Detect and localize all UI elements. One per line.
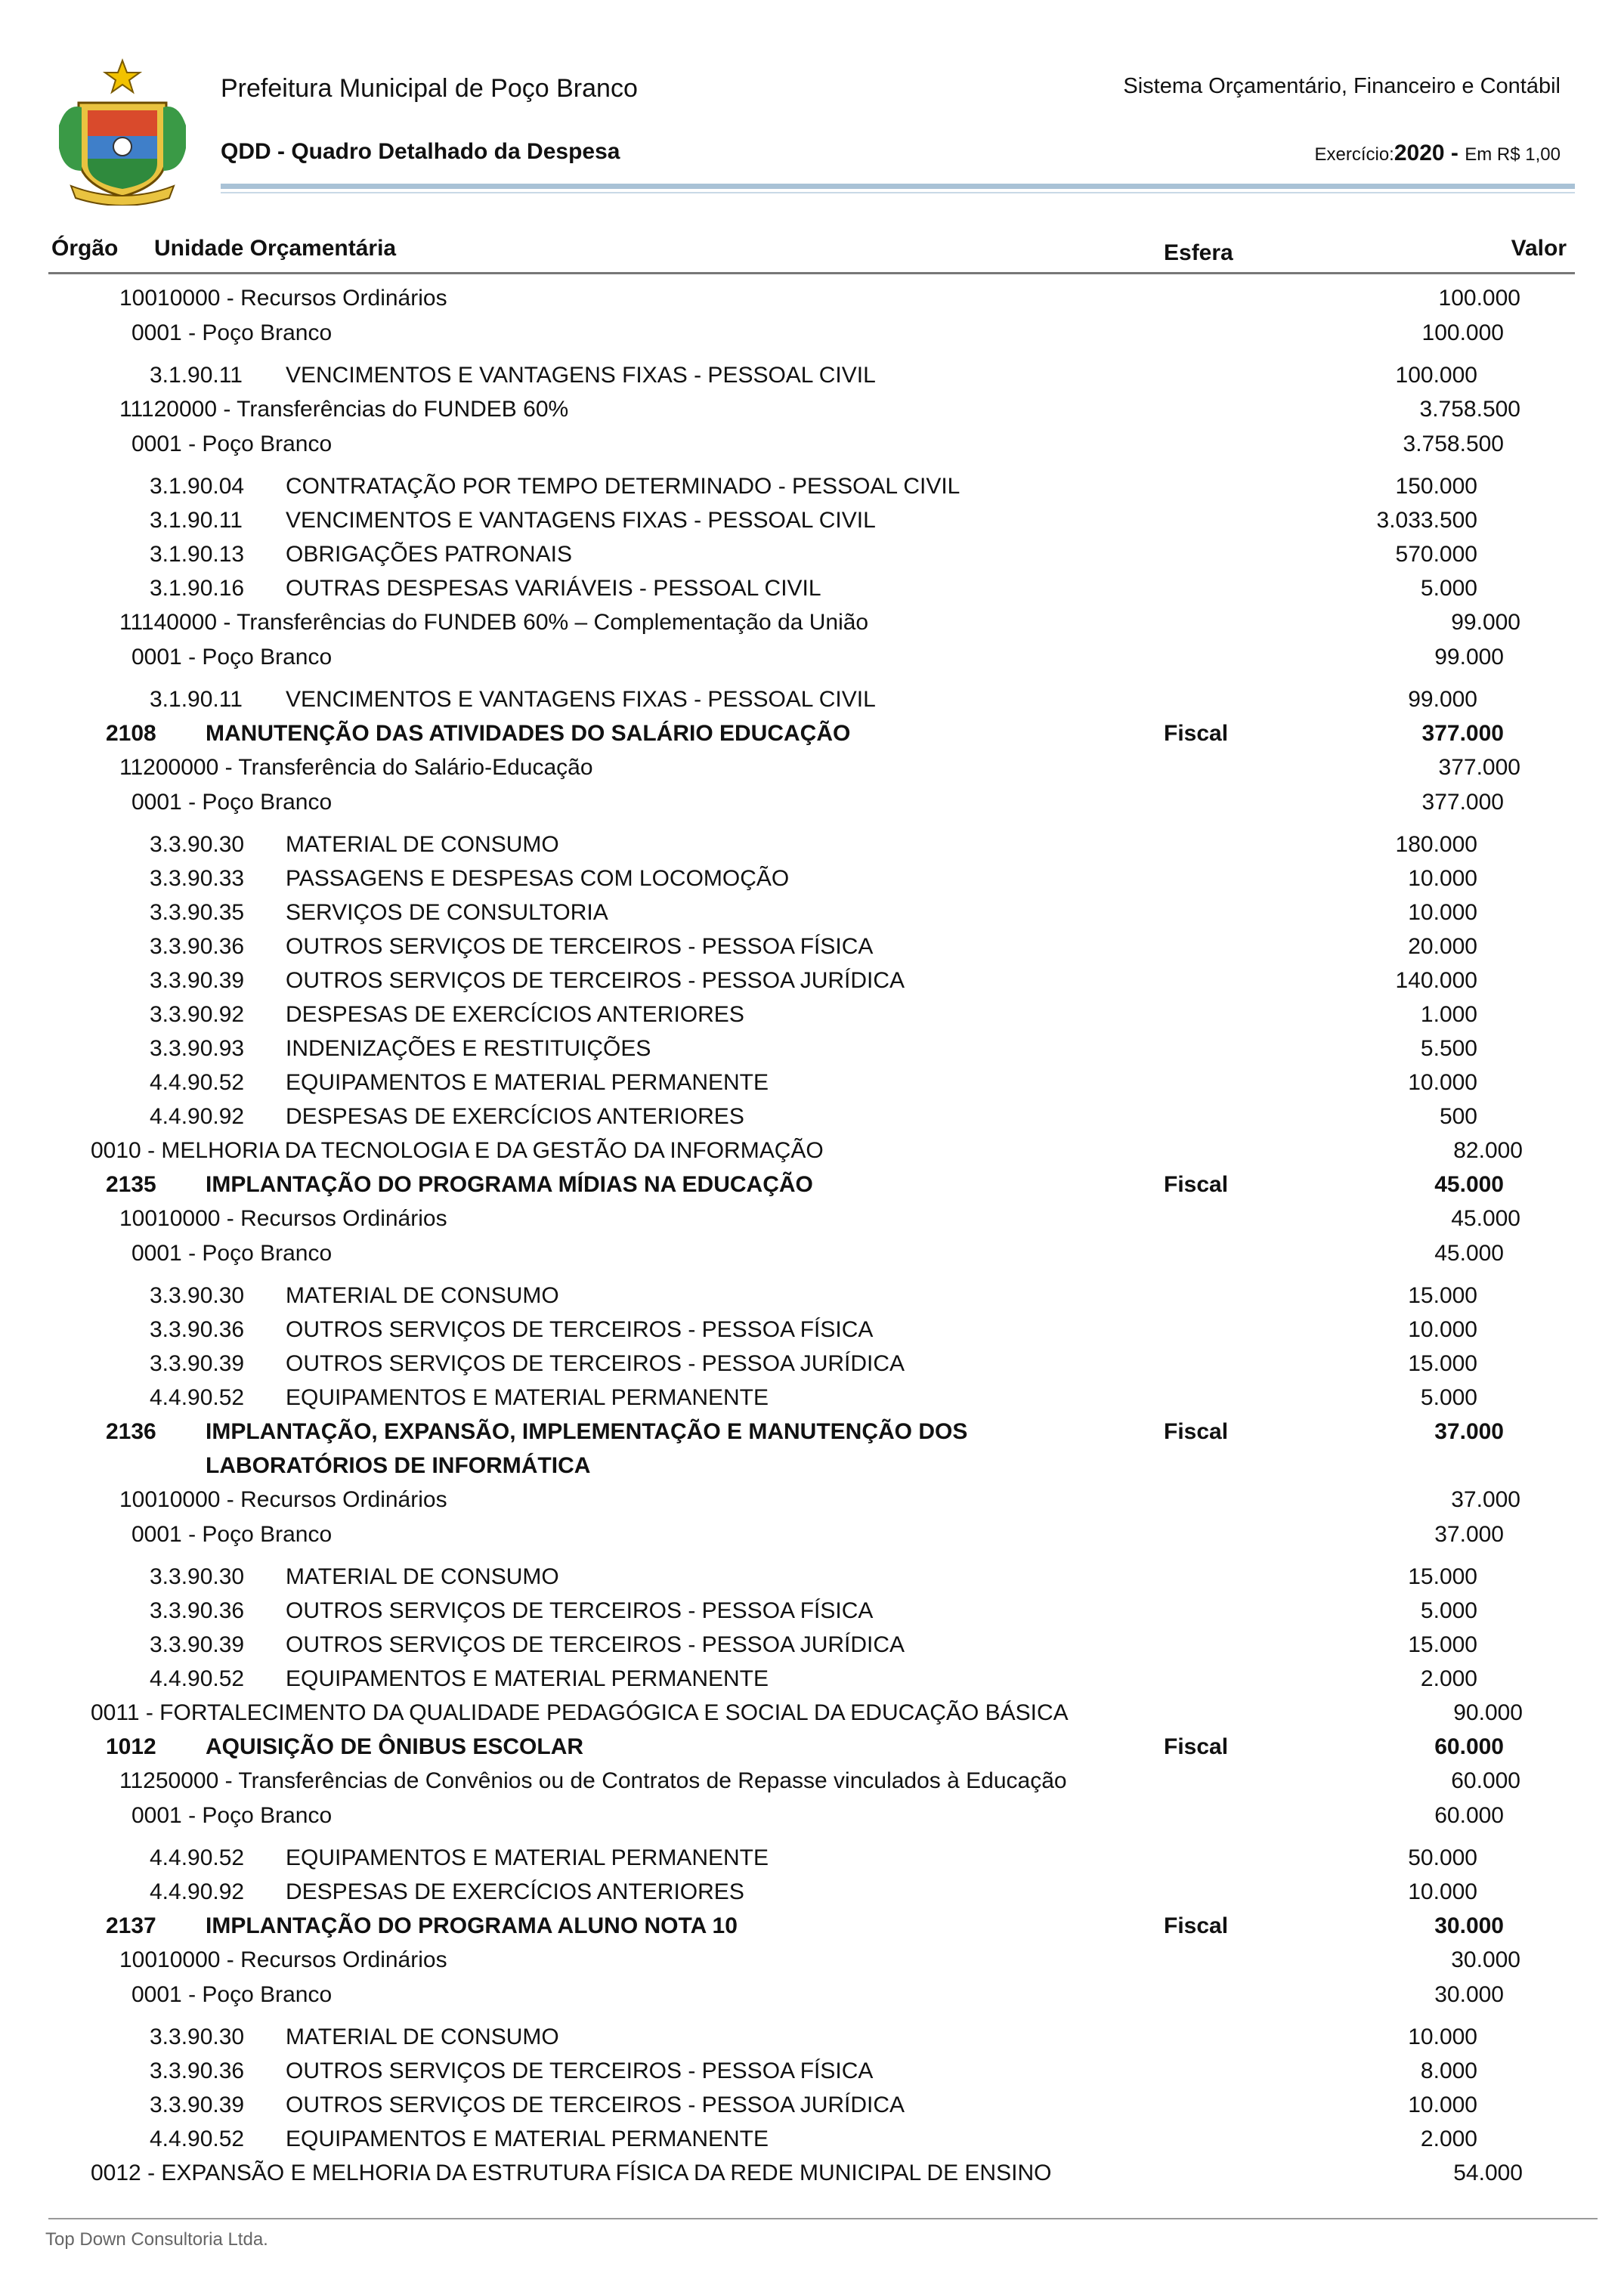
row-description: OUTRAS DESPESAS VARIÁVEIS - PESSOAL CIVIL — [286, 576, 821, 601]
table-row-item — [0, 1845, 1624, 1879]
row-esfera: Fiscal — [1164, 1734, 1229, 1759]
row-value: 3.758.500 — [1419, 397, 1520, 422]
row-description: 11250000 - Transferências de Convênios ou de Contratos de Repasse vinculados à Educação — [119, 1768, 1067, 1793]
row-value: 5.000 — [1420, 1598, 1477, 1623]
column-header-valor: Valor — [1511, 236, 1567, 261]
row-description: MANUTENÇÃO DAS ATIVIDADES DO SALÁRIO EDUCAÇÃO — [206, 721, 851, 746]
table-row-acao — [0, 1172, 1624, 1205]
table-row-fonte — [0, 286, 1624, 319]
row-value: 100.000 — [1395, 363, 1477, 388]
expense-code: 3.1.90.16 — [150, 576, 245, 601]
row-value: 2.000 — [1420, 2126, 1477, 2151]
row-description: IMPLANTAÇÃO DO PROGRAMA ALUNO NOTA 10 — [206, 1913, 738, 1938]
expense-code: 4.4.90.92 — [150, 1879, 245, 1904]
table-row-item — [0, 1666, 1624, 1700]
expense-code: 3.1.90.11 — [150, 363, 243, 388]
row-value: 377.000 — [1438, 755, 1520, 780]
row-description: EQUIPAMENTOS E MATERIAL PERMANENTE — [286, 1666, 769, 1691]
expense-code: 3.3.90.36 — [150, 1317, 245, 1342]
row-value: 180.000 — [1395, 832, 1477, 857]
row-value: 60.000 — [1434, 1734, 1504, 1759]
row-description: IMPLANTAÇÃO, EXPANSÃO, IMPLEMENTAÇÃO E MANUTENÇÃO DOS — [206, 1419, 968, 1444]
row-description: CONTRATAÇÃO POR TEMPO DETERMINADO - PESSOAL CIVIL — [286, 474, 960, 499]
table-row-acao-cont — [0, 1453, 1624, 1486]
row-value: 60.000 — [1434, 1803, 1504, 1828]
row-description: OUTROS SERVIÇOS DE TERCEIROS - PESSOA JURÍDICA — [286, 968, 905, 993]
table-row-item — [0, 968, 1624, 1001]
row-value: 10.000 — [1408, 900, 1477, 925]
expense-code: 3.3.90.35 — [150, 900, 245, 925]
table-row-item — [0, 2092, 1624, 2126]
exercise-label: Exercício: — [1314, 144, 1394, 165]
expense-code: 3.3.90.39 — [150, 1351, 245, 1376]
table-row-item — [0, 2126, 1624, 2160]
table-row-item — [0, 687, 1624, 720]
row-description: AQUISIÇÃO DE ÔNIBUS ESCOLAR — [206, 1734, 584, 1759]
table-row-fonte — [0, 755, 1624, 788]
row-value: 5.000 — [1420, 1385, 1477, 1410]
expense-code: 3.3.90.30 — [150, 1283, 245, 1308]
table-row-fonte — [0, 1947, 1624, 1981]
table-row-item — [0, 1385, 1624, 1418]
header-divider-thin — [221, 192, 1575, 193]
row-description: 0012 - EXPANSÃO E MELHORIA DA ESTRUTURA FÍSICA DA REDE MUNICIPAL DE ENSINO — [91, 2160, 1052, 2185]
row-value: 570.000 — [1395, 542, 1477, 567]
row-value: 15.000 — [1408, 1283, 1477, 1308]
row-value: 30.000 — [1434, 1982, 1504, 2007]
row-value: 377.000 — [1421, 790, 1504, 815]
row-value: 2.000 — [1420, 1666, 1477, 1691]
row-value: 20.000 — [1408, 934, 1477, 959]
row-value: 37.000 — [1434, 1522, 1504, 1547]
header-divider — [221, 184, 1575, 189]
row-description: EQUIPAMENTOS E MATERIAL PERMANENTE — [286, 1385, 769, 1410]
row-value: 10.000 — [1408, 1879, 1477, 1904]
row-esfera: Fiscal — [1164, 1913, 1229, 1938]
row-value: 45.000 — [1434, 1241, 1504, 1266]
row-esfera: Fiscal — [1164, 1172, 1229, 1197]
row-description: MATERIAL DE CONSUMO — [286, 1283, 559, 1308]
table-row-item — [0, 832, 1624, 865]
action-code: 2135 — [106, 1172, 156, 1197]
row-value: 1.000 — [1420, 1002, 1477, 1027]
table-row-item — [0, 2024, 1624, 2058]
row-value: 99.000 — [1451, 610, 1520, 635]
row-description: IMPLANTAÇÃO DO PROGRAMA MÍDIAS NA EDUCAÇÃO — [206, 1172, 813, 1197]
row-description: 0011 - FORTALECIMENTO DA QUALIDADE PEDAGÓGICA E SOCIAL DA EDUCAÇÃO BÁSICA — [91, 1700, 1069, 1725]
row-value: 82.000 — [1453, 1138, 1523, 1163]
row-description: 0001 - Poço Branco — [131, 645, 333, 670]
row-value: 37.000 — [1451, 1487, 1520, 1512]
row-value: 3.033.500 — [1376, 508, 1477, 533]
row-description: 0001 - Poço Branco — [131, 1803, 333, 1828]
table-row-fonte — [0, 1206, 1624, 1239]
table-row-local — [0, 645, 1624, 678]
row-value: 10.000 — [1408, 1317, 1477, 1342]
row-description: 0001 - Poço Branco — [131, 790, 333, 815]
row-description: 10010000 - Recursos Ordinários — [119, 286, 447, 311]
currency-unit: Em R$ 1,00 — [1465, 144, 1561, 165]
footer-company: Top Down Consultoria Ltda. — [45, 2229, 268, 2250]
row-description: VENCIMENTOS E VANTAGENS FIXAS - PESSOAL CIVIL — [286, 687, 876, 712]
row-description: VENCIMENTOS E VANTAGENS FIXAS - PESSOAL CIVIL — [286, 508, 876, 533]
table-row-item — [0, 508, 1624, 541]
expense-code: 3.3.90.39 — [150, 968, 245, 993]
row-value: 50.000 — [1408, 1845, 1477, 1870]
row-description: EQUIPAMENTOS E MATERIAL PERMANENTE — [286, 2126, 769, 2151]
table-row-local — [0, 790, 1624, 823]
row-value: 5.000 — [1420, 576, 1477, 601]
row-description: MATERIAL DE CONSUMO — [286, 2024, 559, 2049]
row-description: OUTROS SERVIÇOS DE TERCEIROS - PESSOA JURÍDICA — [286, 1632, 905, 1657]
table-row-acao — [0, 1913, 1624, 1947]
row-description: DESPESAS DE EXERCÍCIOS ANTERIORES — [286, 1002, 744, 1027]
column-header-orgao: Órgão — [51, 236, 119, 261]
action-code: 2108 — [106, 721, 156, 746]
row-description: OUTROS SERVIÇOS DE TERCEIROS - PESSOA JURÍDICA — [286, 1351, 905, 1376]
expense-code: 4.4.90.52 — [150, 1385, 245, 1410]
expense-code: 3.3.90.93 — [150, 1036, 245, 1061]
table-row-item — [0, 1564, 1624, 1598]
row-value: 100.000 — [1438, 286, 1520, 311]
table-row-local — [0, 1241, 1624, 1274]
row-value: 99.000 — [1408, 687, 1477, 712]
table-row-item — [0, 1351, 1624, 1384]
expense-code: 3.3.90.92 — [150, 1002, 245, 1027]
coat-of-arms-icon — [48, 57, 196, 206]
row-description: SERVIÇOS DE CONSULTORIA — [286, 900, 608, 925]
table-row-programa — [0, 1138, 1624, 1171]
row-value: 10.000 — [1408, 1070, 1477, 1095]
row-value: 8.000 — [1420, 2058, 1477, 2083]
row-value: 10.000 — [1408, 2024, 1477, 2049]
table-row-fonte — [0, 610, 1624, 643]
row-description: 10010000 - Recursos Ordinários — [119, 1206, 447, 1231]
expense-code: 3.3.90.30 — [150, 832, 245, 857]
action-code: 2136 — [106, 1419, 156, 1444]
row-value: 90.000 — [1453, 1700, 1523, 1725]
expense-code: 3.3.90.30 — [150, 2024, 245, 2049]
column-header-esfera: Esfera — [1164, 240, 1233, 265]
row-value: 10.000 — [1408, 2092, 1477, 2117]
row-value: 60.000 — [1451, 1768, 1520, 1793]
row-description: 0001 - Poço Branco — [131, 1241, 333, 1266]
row-description: DESPESAS DE EXERCÍCIOS ANTERIORES — [286, 1104, 744, 1129]
row-description: OUTROS SERVIÇOS DE TERCEIROS - PESSOA FÍSICA — [286, 1598, 874, 1623]
exercise-year: 2020 — [1394, 141, 1445, 165]
row-value: 5.500 — [1420, 1036, 1477, 1061]
row-value: 100.000 — [1421, 320, 1504, 345]
expense-code: 4.4.90.52 — [150, 1666, 245, 1691]
row-description: EQUIPAMENTOS E MATERIAL PERMANENTE — [286, 1070, 769, 1095]
table-row-item — [0, 363, 1624, 396]
row-value: 45.000 — [1434, 1172, 1504, 1197]
table-row-item — [0, 934, 1624, 967]
expense-code: 3.1.90.04 — [150, 474, 245, 499]
row-description: 11140000 - Transferências do FUNDEB 60% – Complementação da União — [119, 610, 869, 635]
row-description: 10010000 - Recursos Ordinários — [119, 1947, 447, 1972]
row-value: 15.000 — [1408, 1564, 1477, 1589]
table-row-item — [0, 1632, 1624, 1666]
table-row-acao — [0, 721, 1624, 754]
expense-code: 4.4.90.52 — [150, 1070, 245, 1095]
expense-code: 3.3.90.36 — [150, 2058, 245, 2083]
municipality-title: Prefeitura Municipal de Poço Branco — [221, 74, 638, 103]
table-row-local — [0, 1522, 1624, 1555]
row-description: 11200000 - Transferência do Salário-Educação — [119, 755, 593, 780]
expense-code: 4.4.90.92 — [150, 1104, 245, 1129]
column-header-unidade: Unidade Orçamentária — [154, 236, 397, 261]
row-description: OBRIGAÇÕES PATRONAIS — [286, 542, 572, 567]
row-description: INDENIZAÇÕES E RESTITUIÇÕES — [286, 1036, 651, 1061]
row-description: 10010000 - Recursos Ordinários — [119, 1487, 447, 1512]
row-description: OUTROS SERVIÇOS DE TERCEIROS - PESSOA FÍSICA — [286, 1317, 874, 1342]
expense-code: 3.3.90.39 — [150, 1632, 245, 1657]
column-header-divider — [48, 272, 1575, 274]
table-row-item — [0, 866, 1624, 899]
expense-code: 4.4.90.52 — [150, 1845, 245, 1870]
row-value: 150.000 — [1395, 474, 1477, 499]
row-description: 0010 - MELHORIA DA TECNOLOGIA E DA GESTÃO DA INFORMAÇÃO — [91, 1138, 824, 1163]
expense-code: 3.3.90.36 — [150, 1598, 245, 1623]
expense-code: 3.1.90.13 — [150, 542, 245, 567]
row-value: 10.000 — [1408, 866, 1477, 891]
action-code: 2137 — [106, 1913, 156, 1938]
report-title: QDD - Quadro Detalhado da Despesa — [221, 139, 620, 164]
table-row-fonte — [0, 1768, 1624, 1802]
row-description: 0001 - Poço Branco — [131, 1982, 333, 2007]
system-name: Sistema Orçamentário, Financeiro e Contábil — [1123, 74, 1561, 98]
row-description: 0001 - Poço Branco — [131, 1522, 333, 1547]
expense-code: 3.3.90.30 — [150, 1564, 245, 1589]
expense-code: 3.3.90.33 — [150, 866, 245, 891]
row-description: 0001 - Poço Branco — [131, 431, 333, 456]
row-description: LABORATÓRIOS DE INFORMÁTICA — [206, 1453, 591, 1478]
table-row-local — [0, 320, 1624, 354]
row-description: OUTROS SERVIÇOS DE TERCEIROS - PESSOA JURÍDICA — [286, 2092, 905, 2117]
row-description: MATERIAL DE CONSUMO — [286, 832, 559, 857]
table-row-fonte — [0, 397, 1624, 430]
row-value: 30.000 — [1434, 1913, 1504, 1938]
table-row-item — [0, 474, 1624, 507]
expense-code: 4.4.90.52 — [150, 2126, 245, 2151]
table-row-programa — [0, 2160, 1624, 2194]
table-row-item — [0, 1070, 1624, 1103]
table-row-item — [0, 1002, 1624, 1035]
table-row-item — [0, 2058, 1624, 2092]
row-description: PASSAGENS E DESPESAS COM LOCOMOÇÃO — [286, 866, 790, 891]
row-value: 140.000 — [1395, 968, 1477, 993]
exercise-info — [1314, 141, 1561, 166]
table-row-programa — [0, 1700, 1624, 1734]
exercise-separator: - — [1444, 141, 1465, 165]
row-description: 11120000 - Transferências do FUNDEB 60% — [119, 397, 569, 422]
table-row-acao — [0, 1734, 1624, 1768]
row-value: 45.000 — [1451, 1206, 1520, 1231]
row-value: 54.000 — [1453, 2160, 1523, 2185]
row-description: MATERIAL DE CONSUMO — [286, 1564, 559, 1589]
table-row-item — [0, 576, 1624, 609]
row-description: OUTROS SERVIÇOS DE TERCEIROS - PESSOA FÍSICA — [286, 2058, 874, 2083]
table-row-local — [0, 1982, 1624, 2015]
row-value: 15.000 — [1408, 1632, 1477, 1657]
row-value: 30.000 — [1451, 1947, 1520, 1972]
row-description: EQUIPAMENTOS E MATERIAL PERMANENTE — [286, 1845, 769, 1870]
expense-code: 3.3.90.39 — [150, 2092, 245, 2117]
expense-code: 3.1.90.11 — [150, 687, 243, 712]
table-row-item — [0, 1104, 1624, 1137]
row-value: 37.000 — [1434, 1419, 1504, 1444]
table-row-item — [0, 1879, 1624, 1913]
table-row-item — [0, 1598, 1624, 1632]
row-value: 99.000 — [1434, 645, 1504, 670]
row-value: 3.758.500 — [1403, 431, 1504, 456]
action-code: 1012 — [106, 1734, 156, 1759]
expense-code: 3.3.90.36 — [150, 934, 245, 959]
expense-code: 3.1.90.11 — [150, 508, 243, 533]
table-row-local — [0, 431, 1624, 465]
table-row-item — [0, 1036, 1624, 1069]
row-description: OUTROS SERVIÇOS DE TERCEIROS - PESSOA FÍSICA — [286, 934, 874, 959]
table-row-item — [0, 1317, 1624, 1350]
table-row-fonte — [0, 1487, 1624, 1520]
table-row-acao — [0, 1419, 1624, 1452]
table-row-item — [0, 1283, 1624, 1316]
table-row-local — [0, 1803, 1624, 1836]
table-row-item — [0, 542, 1624, 575]
table-row-item — [0, 900, 1624, 933]
row-esfera: Fiscal — [1164, 721, 1229, 746]
footer-divider — [48, 2218, 1598, 2219]
row-description: VENCIMENTOS E VANTAGENS FIXAS - PESSOAL CIVIL — [286, 363, 876, 388]
row-value: 500 — [1439, 1104, 1477, 1129]
row-value: 377.000 — [1421, 721, 1504, 746]
row-description: DESPESAS DE EXERCÍCIOS ANTERIORES — [286, 1879, 744, 1904]
row-value: 15.000 — [1408, 1351, 1477, 1376]
row-esfera: Fiscal — [1164, 1419, 1229, 1444]
row-description: 0001 - Poço Branco — [131, 320, 333, 345]
